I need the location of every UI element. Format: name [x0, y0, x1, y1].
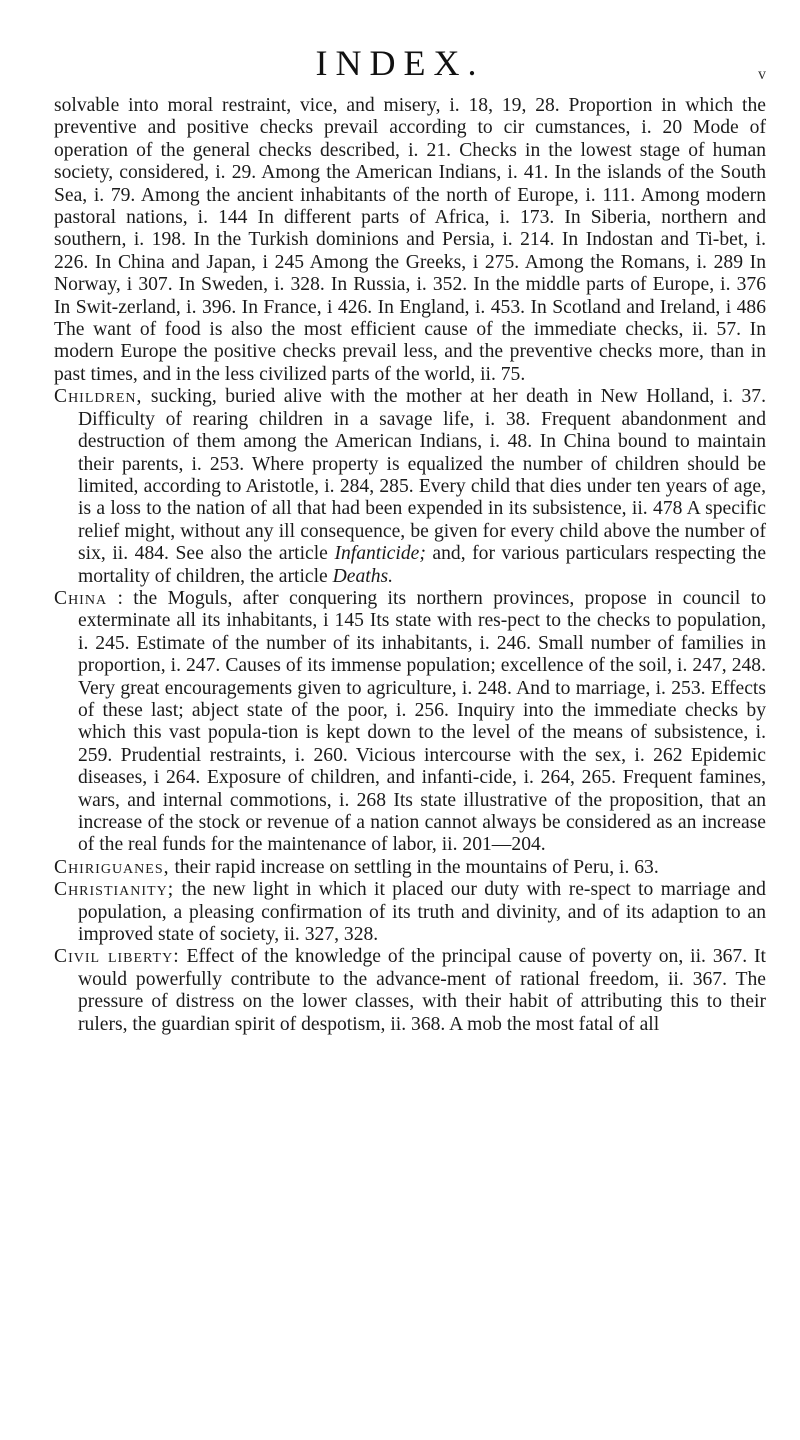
entry-headword: Christianity;	[54, 879, 175, 901]
entry-text: the new light in which it placed our duty with re-spect to marriage and population, a pleasing confirmation of its truth and divinity, and of its adaption to an improved state of society, ii. 327, 328.	[78, 879, 766, 946]
page-marker: v	[758, 66, 766, 83]
entry-headword: Children,	[54, 386, 143, 408]
index-entry-civil-liberty	[54, 946, 766, 1036]
entry-text: their rapid increase on settling in the mountains of Peru, i. 63.	[174, 856, 659, 878]
page-header	[0, 42, 800, 84]
entry-text: Effect of the knowledge of the principal cause of poverty on, ii. 367. It would powerfully contribute to the advance-ment of rational freedom, ii. 367. The pressure of distress on the lower classes, with their habit of attributing this to their rulers, the guardian spirit of despotism, ii. 368. A mob the most fatal of all	[78, 946, 766, 1035]
index-entry-christianity	[54, 879, 766, 946]
index-body	[54, 95, 766, 1036]
index-entry-china	[54, 588, 766, 857]
running-title: INDEX.	[315, 43, 485, 83]
entry-headword: China	[54, 587, 108, 609]
entry-text-continued: and, for various particulars respecting the mortality of children, the article	[78, 543, 767, 587]
entry-text: solvable into moral restraint, vice, and misery, i. 18, 19, 28. Proportion in which the preventive and positive checks prevail according to cir cumstances, i. 20 Mode of operation of the general checks described, i. 21. Checks in the lowest stage of human society, considered, i. 29. Among the American Indians, i. 41. In the islands of the South Sea, i. 79. Among the ancient inhabitants of the north of Europe, i. 111. Among modern pastoral nations, i. 144 In different parts of Africa, i. 173. In Siberia, northern and southern, i. 198. In the Turkish dominions and Persia, i. 214. In Indostan and Ti-bet, i. 226. In China and Japan, i 245 Among the Greeks, i 275. Among the Romans, i. 289 In Norway, i 307. In Sweden, i. 328. In Russia, i. 352. In the middle parts of Europe, i. 376 In Swit-zerland, i. 396. In France, i 426. In England, i. 453. In Scotland and Ireland, i 486 The want of food is also the most efficient cause of the immediate checks, ii. 57. In modern Europe the positive checks prevail less, and the preventive checks more, than in past times, and in the less civilized parts of the world, ii. 75.	[54, 95, 766, 385]
index-entry-chiriguanes	[54, 857, 766, 879]
entry-headword: Civil liberty:	[54, 946, 180, 968]
entry-cross-reference: Infanticide;	[334, 543, 426, 565]
entry-cross-reference: Deaths.	[332, 565, 394, 587]
index-entry-children	[54, 386, 766, 588]
entry-text: : the Moguls, after conquering its northern provinces, propose in council to exterminate all its inhabitants, i 145 Its state with res-pect to the checks to population, i. 245. Estimate of the number of its inhabitants, i. 246. Small number of families in proportion, i. 247. Causes of its immense population; excellence of the soil, i. 247, 248. Very great encouragements given to agriculture, i. 248. And to marriage, i. 253. Effects of these last; abject state of the poor, i. 256. Inquiry into the immediate checks by which this vast popula-tion is kept down to the level of the means of subsistence, i. 259. Prudential restraints, i. 260. Vicious intercourse with the sex, i. 262 Epidemic diseases, i 264. Exposure of children, and infanti-cide, i. 264, 265. Frequent famines, wars, and internal commotions, i. 268 Its state illustrative of the proposition, that an increase of the stock or revenue of a nation cannot always be considered as an increase of the real funds for the maintenance of labor, ii. 201—204.	[78, 587, 766, 856]
entry-headword: Chiriguanes,	[54, 856, 170, 878]
entry-text: sucking, buried alive with the mother at her death in New Holland, i. 37. Difficulty of rearing children in a savage life, i. 38. Frequent abandonment and destruction of them among the American Indians, i. 48. In China bound to maintain their parents, i. 253. Where property is equalized the number of children should be limited, according to Aristotle, i. 284, 285. Every child that dies under ten years of age, is a loss to the nation of all that had been expended in its subsistence, ii. 478 A specific relief might, without any ill consequence, be given for every child above the number of six, ii. 484. See also the article	[78, 386, 766, 565]
index-entry-continuation	[54, 95, 766, 386]
